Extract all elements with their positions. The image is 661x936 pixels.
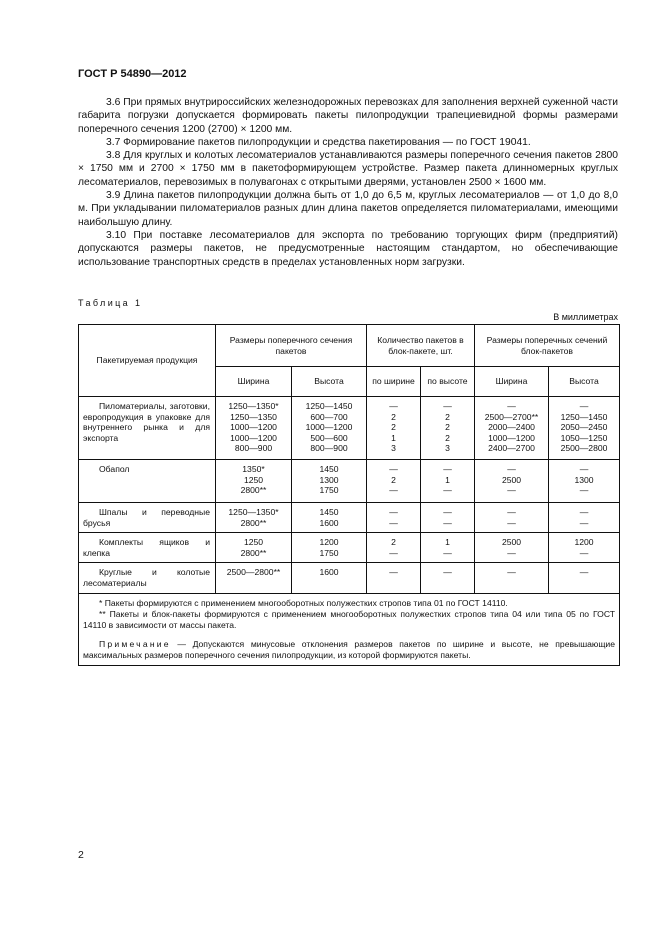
value: 1250 xyxy=(243,474,264,485)
value: — xyxy=(507,485,516,496)
paragraph-3-10: 3.10 При поставке лесоматериалов для экспорта по требованию торгующих фирм (предприятий) допускаются размеры пакетов, не предусмотренные настоящим стандартом, но обеспечивающие использование транспортных средств в пределах установленных норм загрузки. xyxy=(78,229,618,268)
value: 2500 xyxy=(501,537,522,547)
value: — xyxy=(579,464,589,474)
value: — xyxy=(389,517,398,528)
header-package-count: Количество пакетов в блок-пакете, шт. xyxy=(367,325,475,367)
value: 1 xyxy=(445,537,450,547)
value: — xyxy=(579,517,589,528)
value-cell xyxy=(367,397,421,460)
value: 2050—2450 xyxy=(560,422,608,433)
value-cell xyxy=(421,563,475,594)
product-cell xyxy=(79,460,216,503)
note-label: Примечание xyxy=(99,639,171,649)
value-cell xyxy=(292,503,367,533)
value: — xyxy=(579,507,589,517)
value-cell xyxy=(367,503,421,533)
value: 2 xyxy=(445,432,450,443)
value-cell xyxy=(475,397,549,460)
table-row xyxy=(79,503,620,533)
value: 1000—1200 xyxy=(230,422,277,433)
value: 1750 xyxy=(319,547,339,558)
value-cell xyxy=(549,397,620,460)
value: — xyxy=(443,547,452,558)
value: — xyxy=(507,547,516,558)
value-cell xyxy=(475,503,549,533)
value: 1750 xyxy=(319,485,339,496)
value: — xyxy=(579,567,589,577)
product-name: Обапол xyxy=(99,464,130,474)
table-row xyxy=(79,533,620,563)
value-cell xyxy=(549,460,620,503)
value: 1250 xyxy=(243,537,264,547)
product-name: Комплекты ящиков и клепка xyxy=(83,537,210,558)
value-cell xyxy=(367,533,421,563)
value-cell xyxy=(421,397,475,460)
value: — xyxy=(389,401,398,411)
value: — xyxy=(443,517,452,528)
header-product: Пакетируемая продукция xyxy=(79,325,216,397)
value: — xyxy=(389,485,398,496)
value-cell xyxy=(216,503,292,533)
value: — xyxy=(389,547,398,558)
value: — xyxy=(389,507,398,517)
value: 800—900 xyxy=(234,443,273,454)
product-cell xyxy=(79,563,216,594)
value: 600—700 xyxy=(310,411,348,422)
value: 500—600 xyxy=(310,432,348,443)
value: 2000—2400 xyxy=(488,422,535,433)
value: 2 xyxy=(391,474,396,485)
value-cell xyxy=(475,563,549,594)
value: 2 xyxy=(445,411,450,422)
notes-cell xyxy=(79,594,620,666)
value-cell xyxy=(292,460,367,503)
value: 800—900 xyxy=(310,443,348,454)
value: 1250—1450 xyxy=(305,401,353,411)
value: — xyxy=(579,485,589,496)
value: — xyxy=(507,507,516,517)
value-cell xyxy=(292,533,367,563)
footnote-single-asterisk: * Пакеты формируются с применением многооборотных полужестких стропов типа 01 по ГОСТ 14110. xyxy=(99,598,508,608)
value: 2800** xyxy=(240,517,267,528)
header-block-width: Ширина xyxy=(475,367,549,397)
value: 1250—1350 xyxy=(230,411,277,422)
value: 1000—1200 xyxy=(230,432,277,443)
value: 2800** xyxy=(240,485,267,496)
value-cell xyxy=(216,460,292,503)
value-cell xyxy=(292,563,367,594)
table-row xyxy=(79,460,620,503)
value: 1050—1250 xyxy=(560,432,608,443)
value-cell xyxy=(421,533,475,563)
value: 1250—1450 xyxy=(560,411,608,422)
note-text: — Допускаются минусовые отклонения размеров пакетов по ширине и высоте, не превышающие максимальных размеров поперечного сечения пилопродукции, из которой формируются пакеты. xyxy=(83,639,615,660)
table-units: В миллиметрах xyxy=(553,312,618,322)
header-block-section: Размеры поперечных сечений блок-пакетов xyxy=(475,325,620,367)
value: 1000—1200 xyxy=(305,422,353,433)
table-note xyxy=(83,639,615,661)
table-notes-row xyxy=(79,594,620,666)
value: 2500—2800** xyxy=(226,567,281,577)
value-cell xyxy=(216,397,292,460)
value: 1600 xyxy=(319,517,339,528)
value: 1600 xyxy=(319,567,339,577)
value: 3 xyxy=(445,443,450,454)
value: — xyxy=(389,464,398,474)
value: 3 xyxy=(391,443,396,454)
table-row xyxy=(79,563,620,594)
paragraph-3-8: 3.8 Для круглых и колотых лесоматериалов устанавливаются размеры поперечного сечения пакетов 2800 × 1750 мм и 2700 × 1750 мм в пакетоформирующем устройстве. Размер пакета длинномерных круглых лесоматериалов, перевозимых в полувагонах с открытыми дверями, установлен 2500 × 1600 мм. xyxy=(78,150,618,188)
value: 1200 xyxy=(319,537,339,547)
value: — xyxy=(507,517,516,528)
value: — xyxy=(443,464,452,474)
page-number: 2 xyxy=(78,849,84,861)
value: 1250—1350* xyxy=(228,401,279,411)
paragraph-3-6: 3.6 При прямых внутрироссийских железнодорожных перевозках для заполнения верхней суженной части габарита погрузки допускается формировать пакеты пилопродукции трапециевидной формы размерами поперечного сечения 1200 (2700) × 1200 мм. xyxy=(78,97,618,135)
header-height: Высота xyxy=(292,367,367,397)
value: — xyxy=(443,401,452,411)
value: — xyxy=(507,401,516,411)
value-cell xyxy=(367,460,421,503)
value: — xyxy=(579,547,589,558)
value: 1000—1200 xyxy=(488,432,535,443)
value: 2400—2700 xyxy=(488,443,535,454)
value: — xyxy=(389,567,398,577)
value-cell xyxy=(549,503,620,533)
value: 2800** xyxy=(240,547,267,558)
table-caption: Таблица 1 xyxy=(78,298,143,308)
value: 2500—2800 xyxy=(560,443,608,454)
value-cell xyxy=(421,460,475,503)
value-cell xyxy=(292,397,367,460)
value: 1 xyxy=(391,432,396,443)
header-count-width: по ширине xyxy=(367,367,421,397)
value: 1450 xyxy=(319,507,339,517)
value: 1200 xyxy=(574,537,594,547)
document-standard-header: ГОСТ Р 54890—2012 xyxy=(78,68,187,80)
value: 1 xyxy=(445,474,450,485)
paragraph-3-7: 3.7 Формирование пакетов пилопродукции и средства пакетирования — по ГОСТ 19041. xyxy=(106,136,531,148)
header-width: Ширина xyxy=(216,367,292,397)
value: 2500—2700** xyxy=(484,411,539,422)
value-cell xyxy=(549,563,620,594)
value-cell xyxy=(475,533,549,563)
value: — xyxy=(579,401,589,411)
value-cell xyxy=(421,503,475,533)
value: — xyxy=(443,567,452,577)
value-cell xyxy=(216,533,292,563)
value: — xyxy=(443,507,452,517)
value: 2 xyxy=(391,537,396,547)
table-row xyxy=(79,397,620,460)
product-name: Круглые и колотые лесоматериалы xyxy=(83,567,210,588)
value: — xyxy=(507,567,516,577)
value: 1300 xyxy=(319,474,339,485)
value-cell xyxy=(475,460,549,503)
value: 1250—1350* xyxy=(228,507,279,517)
value-cell xyxy=(549,533,620,563)
product-name: Пиломатериалы, заготовки, европродукция в упаковке для внутреннего рынка и для экспорта xyxy=(83,401,210,443)
value: 2 xyxy=(445,422,450,433)
value: 1350* xyxy=(242,464,265,474)
product-name: Шпалы и переводные брусья xyxy=(83,507,210,528)
paragraph-3-9: 3.9 Длина пакетов пилопродукции должна быть от 1,0 до 6,5 м, круглых лесоматериалов — от 1,0 до 8,0 м. При укладывании пиломатериалов разных длин длина пакетов определяется пиломатериалами, имеющими наибольшую длину. xyxy=(78,190,618,228)
value: 1450 xyxy=(319,464,339,474)
value-cell xyxy=(367,563,421,594)
footnote-double-asterisk: ** Пакеты и блок-пакеты формируются с применением многооборотных полужестких стропов типа 04 или типа 05 по ГОСТ 14110 в зависимости от массы пакета. xyxy=(83,609,615,630)
value-cell xyxy=(216,563,292,594)
value: 1300 xyxy=(574,474,594,485)
body-text xyxy=(78,96,618,269)
product-cell xyxy=(79,503,216,533)
packages-table xyxy=(78,324,620,666)
value: 2500 xyxy=(501,474,522,485)
header-block-height: Высота xyxy=(549,367,620,397)
product-cell xyxy=(79,533,216,563)
value: — xyxy=(507,464,516,474)
value: 2 xyxy=(391,422,396,433)
header-package-section: Размеры поперечного сечения пакетов xyxy=(216,325,367,367)
value: 2 xyxy=(391,411,396,422)
value: — xyxy=(443,485,452,496)
header-count-height: по высоте xyxy=(421,367,475,397)
product-cell xyxy=(79,397,216,460)
